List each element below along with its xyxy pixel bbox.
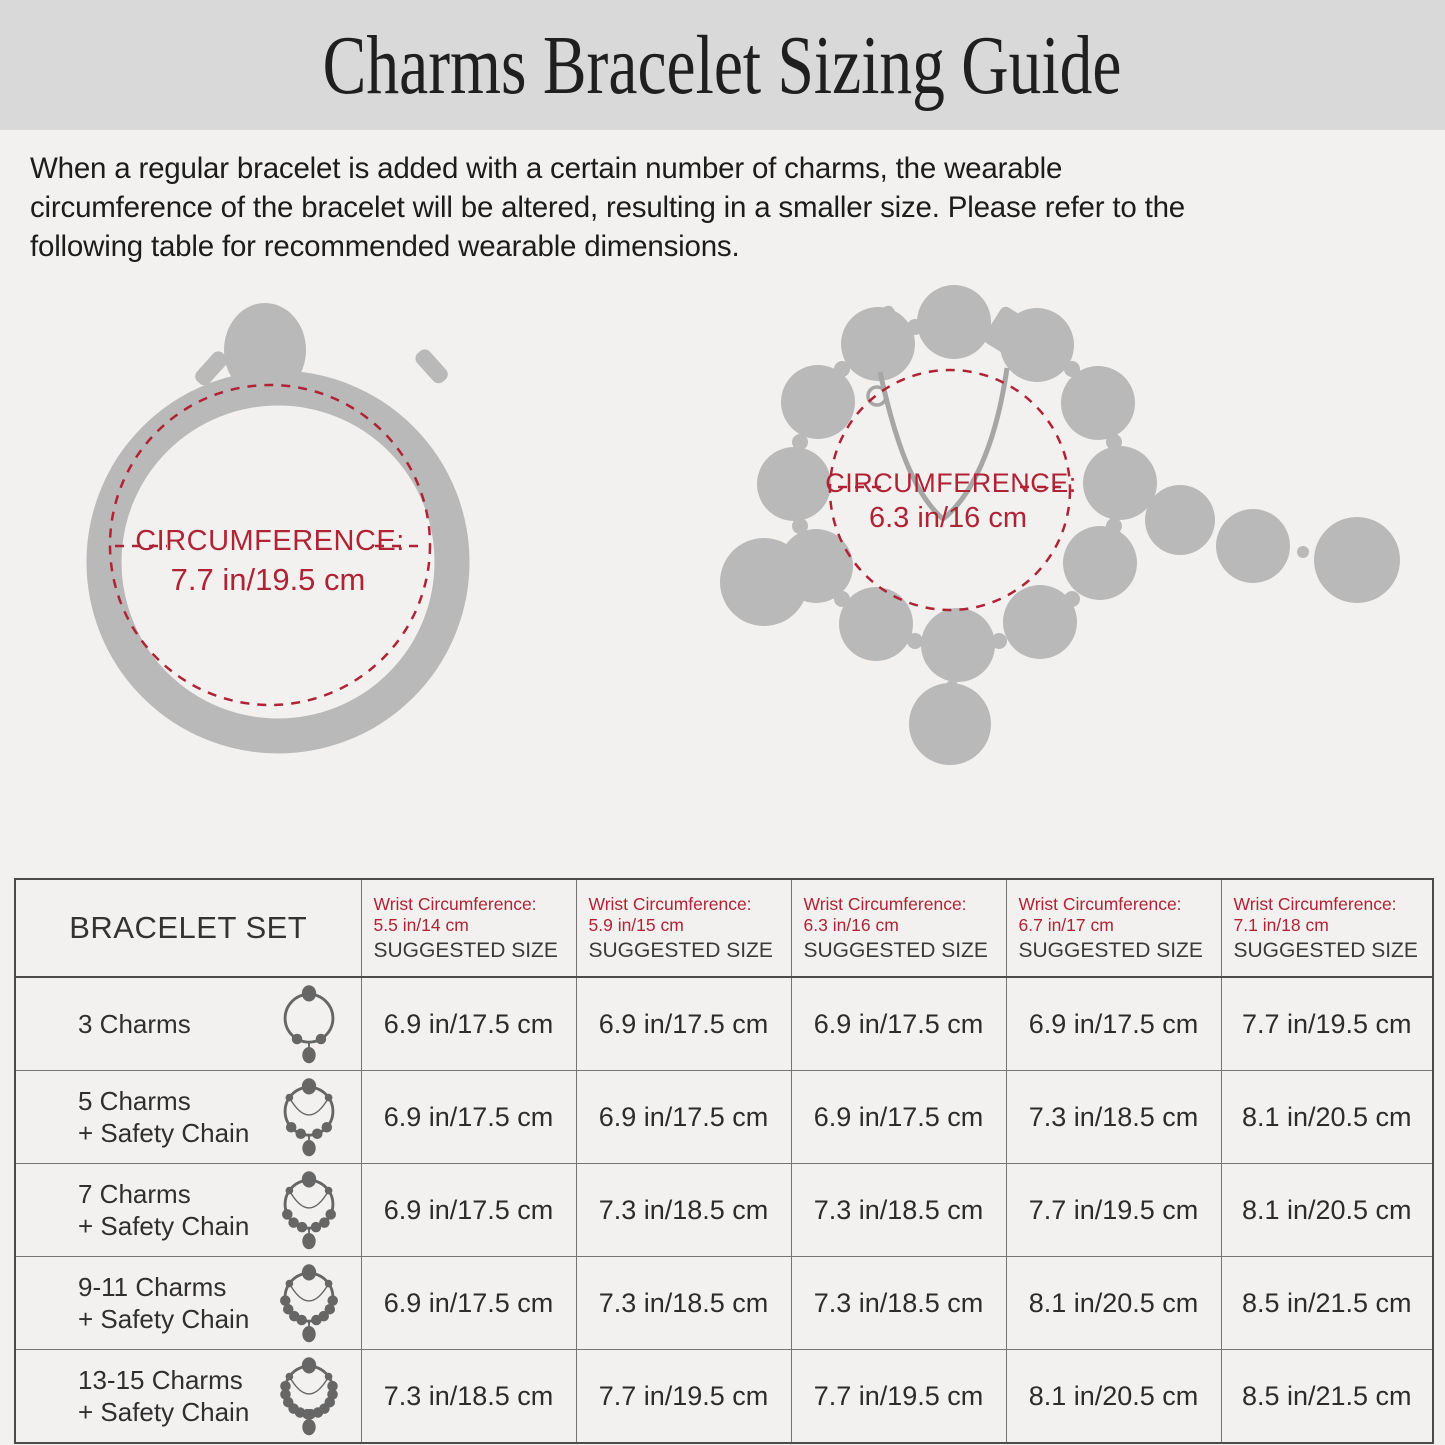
intro-line: following table for recommended wearable dimensions. (30, 230, 740, 263)
suggested-size-label: SUGGESTED SIZE (1018, 938, 1203, 962)
suggested-size-cell: 6.9 in/17.5 cm (576, 977, 791, 1071)
row-label (16, 1178, 249, 1242)
suggested-size-cell: 6.9 in/17.5 cm (791, 1071, 1006, 1164)
suggested-size-cell: 7.3 in/18.5 cm (791, 1164, 1006, 1257)
suggested-size-label: SUGGESTED SIZE (1233, 938, 1418, 962)
wrist-circumference-value: 6.7 in/17 cm (1018, 914, 1114, 935)
row-label (16, 1085, 249, 1149)
wrist-circumference-label: Wrist Circumference: (1233, 893, 1397, 914)
row-label-line: + Safety Chain (78, 1211, 250, 1241)
sizing-table-header (15, 879, 1433, 977)
suggested-size-cell: 6.9 in/17.5 cm (361, 1257, 576, 1350)
suggested-size-cell: 8.5 in/21.5 cm (1221, 1257, 1433, 1350)
wrist-circumference-value: 7.1 in/18 cm (1233, 914, 1329, 935)
row-label-line: 3 Charms (78, 1009, 191, 1039)
intro-line: circumference of the bracelet will be altered, resulting in a smaller size. Please refer to the (30, 191, 1185, 224)
wrist-circumference-label: Wrist Circumference: (373, 893, 537, 914)
wrist-circumference-header (791, 879, 1006, 977)
band-connector (413, 347, 451, 387)
row-label-line: + Safety Chain (78, 1397, 250, 1427)
suggested-size-cell: 7.3 in/18.5 cm (361, 1350, 576, 1444)
wrist-circumference-header (1006, 879, 1221, 977)
row-label-line: 9-11 Charms (78, 1272, 227, 1302)
intro-paragraph (30, 149, 1430, 266)
table-row (15, 1071, 1433, 1164)
bracelet-5-charms-safety-chain-icon (267, 1073, 351, 1161)
suggested-size-cell: 6.9 in/17.5 cm (361, 1164, 576, 1257)
suggested-size-cell: 7.7 in/19.5 cm (576, 1350, 791, 1444)
row-label-line: + Safety Chain (78, 1118, 250, 1148)
suggested-size-cell: 7.7 in/19.5 cm (1006, 1164, 1221, 1257)
row-label-line: 13-15 Charms (78, 1365, 243, 1395)
suggested-size-cell: 8.5 in/21.5 cm (1221, 1350, 1433, 1444)
circumference-label: CIRCUMFERENCE: (825, 468, 1077, 498)
row-label (16, 1271, 249, 1335)
plain-bracelet-illustration (104, 303, 452, 736)
bracelet-set-cell (15, 1164, 361, 1257)
suggested-size-cell: 7.7 in/19.5 cm (1221, 977, 1433, 1071)
suggested-size-cell: 7.3 in/18.5 cm (791, 1257, 1006, 1350)
suggested-size-cell: 6.9 in/17.5 cm (361, 1071, 576, 1164)
circumference-value: 6.3 in/16 cm (869, 502, 1027, 534)
suggested-size-cell: 6.9 in/17.5 cm (1006, 977, 1221, 1071)
suggested-size-cell: 6.9 in/17.5 cm (576, 1071, 791, 1164)
row-label (16, 1008, 191, 1040)
suggested-size-label: SUGGESTED SIZE (588, 938, 773, 962)
suggested-size-cell: 6.9 in/17.5 cm (361, 977, 576, 1071)
charm-bracelet-illustration (720, 285, 1400, 765)
title-banner (0, 0, 1445, 130)
row-label (16, 1364, 249, 1428)
suggested-size-cell: 7.3 in/18.5 cm (576, 1164, 791, 1257)
bracelet-set-cell (15, 1071, 361, 1164)
bracelet-9-11-charms-safety-chain-icon (267, 1259, 351, 1347)
wrist-circumference-header (1221, 879, 1433, 977)
table-row (15, 1257, 1433, 1350)
bracelet-illustrations (0, 280, 1445, 875)
circumference-label: CIRCUMFERENCE: (135, 525, 405, 557)
table-row (15, 1164, 1433, 1257)
wrist-circumference-label: Wrist Circumference: (1018, 893, 1182, 914)
suggested-size-label: SUGGESTED SIZE (373, 938, 558, 962)
row-label-line: 7 Charms (78, 1179, 191, 1209)
suggested-size-cell: 8.1 in/20.5 cm (1221, 1164, 1433, 1257)
bracelet-clasp (224, 303, 306, 397)
circumference-value: 7.7 in/19.5 cm (170, 562, 366, 597)
wrist-circumference-value: 5.5 in/14 cm (373, 914, 469, 935)
suggested-size-cell: 8.1 in/20.5 cm (1006, 1257, 1221, 1350)
suggested-size-cell: 8.1 in/20.5 cm (1006, 1350, 1221, 1444)
sizing-table (14, 878, 1434, 1444)
table-row (15, 977, 1433, 1071)
wrist-circumference-value: 5.9 in/15 cm (588, 914, 684, 935)
wrist-circumference-label: Wrist Circumference: (588, 893, 752, 914)
bracelet-3-charms-icon (267, 980, 351, 1068)
bracelet-13-15-charms-safety-chain-icon (267, 1352, 351, 1440)
wrist-circumference-value: 6.3 in/16 cm (803, 914, 899, 935)
bracelet-set-header: BRACELET SET (15, 879, 361, 977)
bracelet-7-charms-safety-chain-icon (267, 1166, 351, 1254)
row-label-line: + Safety Chain (78, 1304, 250, 1334)
suggested-size-cell: 7.7 in/19.5 cm (791, 1350, 1006, 1444)
bracelet-set-cell (15, 1350, 361, 1444)
wrist-circumference-header (361, 879, 576, 977)
suggested-size-cell: 7.3 in/18.5 cm (1006, 1071, 1221, 1164)
table-row (15, 1350, 1433, 1444)
sizing-table-body (15, 977, 1433, 1443)
page-title: Charms Bracelet Sizing Guide (323, 18, 1122, 112)
wrist-circumference-label: Wrist Circumference: (803, 893, 967, 914)
suggested-size-cell: 7.3 in/18.5 cm (576, 1257, 791, 1350)
suggested-size-cell: 6.9 in/17.5 cm (791, 977, 1006, 1071)
row-label-line: 5 Charms (78, 1086, 191, 1116)
suggested-size-cell: 8.1 in/20.5 cm (1221, 1071, 1433, 1164)
intro-line: When a regular bracelet is added with a certain number of charms, the wearable (30, 152, 1063, 185)
suggested-size-label: SUGGESTED SIZE (803, 938, 988, 962)
bracelet-set-cell (15, 1257, 361, 1350)
bracelet-set-cell (15, 977, 361, 1071)
wrist-circumference-header (576, 879, 791, 977)
